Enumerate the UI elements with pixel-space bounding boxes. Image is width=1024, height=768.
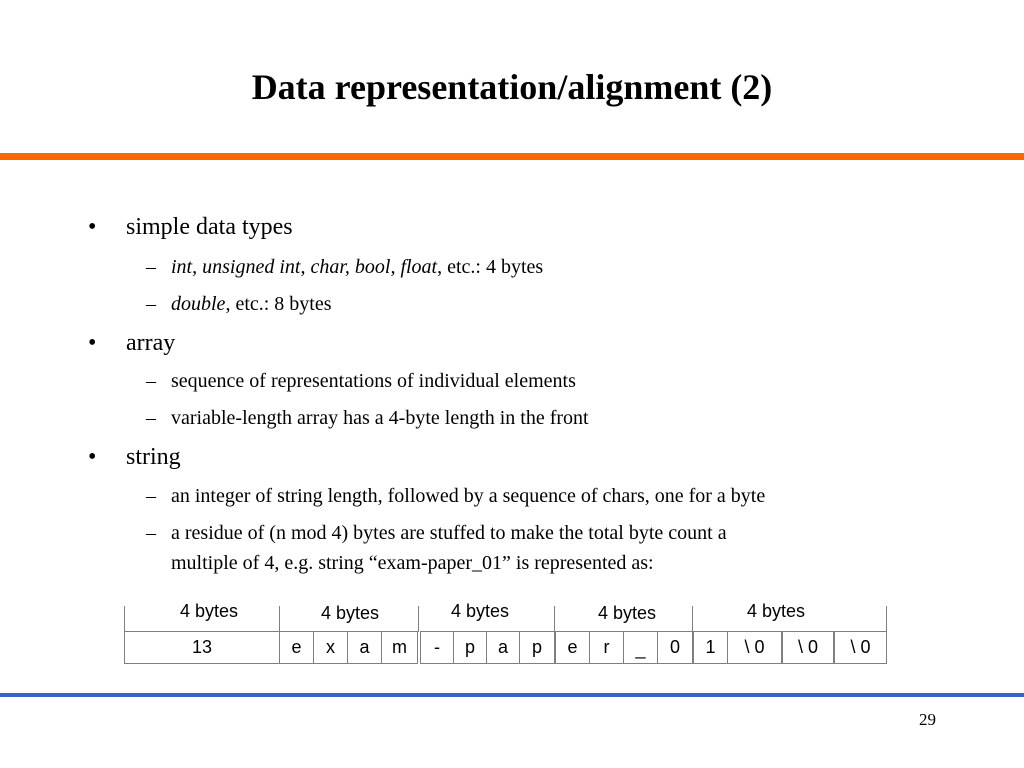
type-list-italic: int, unsigned int, char, bool, float [171,256,438,278]
byte-cell: m [381,631,418,664]
sub-bullet-array-length: variable-length array has a 4-byte length in the front [171,407,589,429]
group-label: 4 bytes [598,603,657,623]
sub-bullet-marker: – [146,256,156,278]
byte-cell: r [589,631,624,664]
padding-cell: \ 0 [782,631,834,664]
sub-bullet-marker: – [146,485,156,507]
group-boundary [418,606,419,632]
sub-bullet-string-length: an integer of string length, followed by a sequence of chars, one for a byte [171,485,766,507]
byte-cell: e [279,631,314,664]
sub-bullet-array-sequence: sequence of representations of individual elements [171,370,576,392]
double-italic: double [171,293,226,315]
bullet-marker: • [88,214,97,240]
group-label: 4 bytes [451,601,510,621]
byte-cell: a [486,631,520,664]
bullet-marker: • [88,330,97,356]
padding-cell: \ 0 [727,631,782,664]
byte-cell: 1 [693,631,728,664]
sub-bullet-residue-line2: multiple of 4, e.g. string “exam-paper_01” is represented as: [171,552,654,574]
slide-title: Data representation/alignment (2) [251,67,773,107]
byte-cell: 0 [657,631,693,664]
group-label: 4 bytes [747,601,806,621]
byte-cell: - [420,631,454,664]
group-label: 4 bytes [321,603,380,623]
sub-bullet-marker: – [146,407,156,429]
sub-bullet-marker: – [146,293,156,315]
bullet-marker: • [88,444,97,470]
bullet-string: string [126,444,181,470]
byte-cell: e [555,631,590,664]
group-boundary [886,606,887,632]
bottom-divider [0,693,1024,697]
group-boundary [554,606,555,632]
sub-bullet-residue-line1: a residue of (n mod 4) bytes are stuffed to make the total byte count a [171,522,727,544]
byte-cell: p [519,631,555,664]
bullet-array: array [126,330,176,356]
bullet-simple-data-types: simple data types [126,214,293,240]
page-number: 29 [919,710,936,729]
padding-cell: \ 0 [834,631,887,664]
byte-cell: a [347,631,382,664]
byte-cell: _ [623,631,658,664]
length-cell: 13 [124,631,280,664]
sub-bullet-marker: – [146,522,156,544]
byte-cell: p [453,631,487,664]
byte-cell: x [313,631,348,664]
sub-bullet-marker: – [146,370,156,392]
group-boundary [692,606,693,632]
type-list-suffix: , etc.: 4 bytes [437,256,544,278]
group-label: 4 bytes [180,601,239,621]
group-boundary [279,606,280,632]
group-boundary [124,606,125,632]
double-suffix: , etc.: 8 bytes [225,293,332,315]
